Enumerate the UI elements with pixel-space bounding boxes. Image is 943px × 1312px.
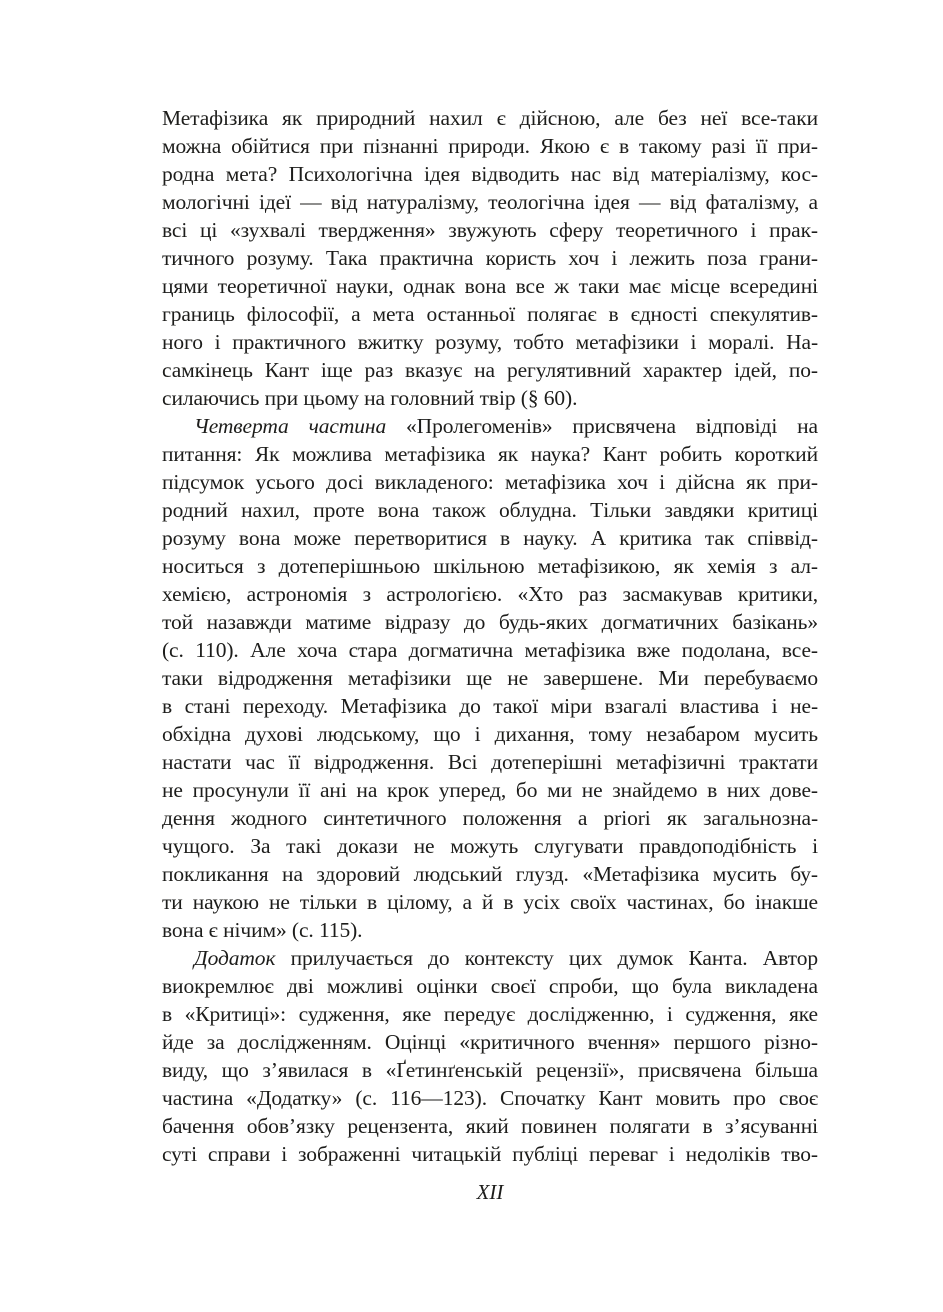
italic-lead: Додаток <box>194 946 276 970</box>
text-line: Метафізика як природний нахил є дійсною, але без неї все-таки <box>162 106 818 130</box>
text-line: настати час її відродження. Всі дотеперішні метафізичні трактати <box>162 750 818 774</box>
text-line: родний нахил, проте вона також облудна. Тільки завдяки критиці <box>162 498 818 522</box>
text-line-paragraph-end: вона є нічим» (с. 115). <box>162 918 363 942</box>
text-line: можна обійтися при пізнанні природи. Якою є в такому разі її при- <box>162 134 818 158</box>
text-line: дення жодного синтетичного положення a priori як загальнозна- <box>162 806 818 830</box>
text-line: в стані переходу. Метафізика до такої міри взагалі властива і не- <box>162 694 818 718</box>
text-line: таки відродження метафізики ще не завершене. Ми перебуваємо <box>162 666 818 690</box>
line-text: прилучається до контексту цих думок Канта. Автор <box>275 946 818 970</box>
text-line: чущого. За такі докази не можуть слугувати правдоподібність і <box>162 834 818 858</box>
text-line: той назавжди матиме відразу до будь-яких догматичних базікань» <box>162 610 818 634</box>
text-line: ного і практичного вжитку розуму, тобто метафізики і моралі. На- <box>162 330 818 354</box>
text-line-paragraph-start <box>162 944 818 972</box>
text-line: частина «Додатку» (с. 116—123). Спочатку Кант мовить про своє <box>162 1086 818 1110</box>
line-text: «Пролегоменів» присвячена відповіді на <box>386 414 819 438</box>
text-line: бачення обов’язку рецензента, який повинен полягати в з’ясуванні <box>162 1114 818 1138</box>
text-line: в «Критиці»: судження, яке передує дослідженню, і судження, яке <box>162 1002 818 1026</box>
text-line: границь філософії, а мета останньої полягає в єдності спекулятив- <box>162 302 818 326</box>
text-line: носиться з дотеперішньою шкільною метафізикою, як хемія з ал- <box>162 554 818 578</box>
text-line-paragraph-start <box>162 412 818 440</box>
text-line: покликання на здоровий людський глузд. «Метафізика мусить бу- <box>162 862 818 886</box>
text-line: не просунули її ані на крок уперед, бо ми не знайдемо в них дове- <box>162 778 818 802</box>
text-line: всі ці «зухвалі твердження» звужують сферу теоретичного і прак- <box>162 218 818 242</box>
text-line-paragraph-end: силаючись при цьому на головний твір (§ 60). <box>162 386 578 410</box>
text-line: тичного розуму. Така практична користь хоч і лежить поза грани- <box>162 246 818 270</box>
text-line: хемією, астрономія з астрологією. «Хто раз засмакував критики, <box>162 582 818 606</box>
text-line: розуму вона може перетворитися в науку. А критика так співвід- <box>162 526 818 550</box>
page-text <box>162 104 818 1168</box>
text-line: питання: Як можлива метафізика як наука? Кант робить короткий <box>162 442 818 466</box>
text-line: (с. 110). Але хоча стара догматична метафізика вже подолана, все- <box>162 638 818 662</box>
text-line: родна мета? Психологічна ідея відводить нас від матеріалізму, кос- <box>162 162 818 186</box>
text-line: йде за дослідженням. Оцінці «критичного вчення» першого різно- <box>162 1030 818 1054</box>
page-number: XII <box>476 1180 504 1204</box>
text-line: підсумок усього досі викладеного: метафізика хоч і дійсна як при- <box>162 470 818 494</box>
text-line: виду, що з’явилася в «Ґетинґенській рецензії», присвячена більша <box>162 1058 818 1082</box>
text-line: виокремлює дві можливі оцінки своєї спроби, що була викладена <box>162 974 818 998</box>
text-line: цями теоретичної науки, однак вона все ж таки має місце всередині <box>162 274 818 298</box>
text-line: суті справи і зображенні читацькій публіці переваг і недоліків тво- <box>162 1142 818 1166</box>
text-line: самкінець Кант іще раз вказує на регулятивний характер ідей, по- <box>162 358 818 382</box>
italic-lead: Четверта частина <box>194 414 387 438</box>
text-line: мологічні ідеї — від натуралізму, теологічна ідея — від фаталізму, а <box>162 190 818 214</box>
text-line: ти наукою не тільки в цілому, а й в усіх своїх частинах, бо інакше <box>162 890 818 914</box>
text-line: обхідна духові людському, що і дихання, тому незабаром мусить <box>162 722 818 746</box>
